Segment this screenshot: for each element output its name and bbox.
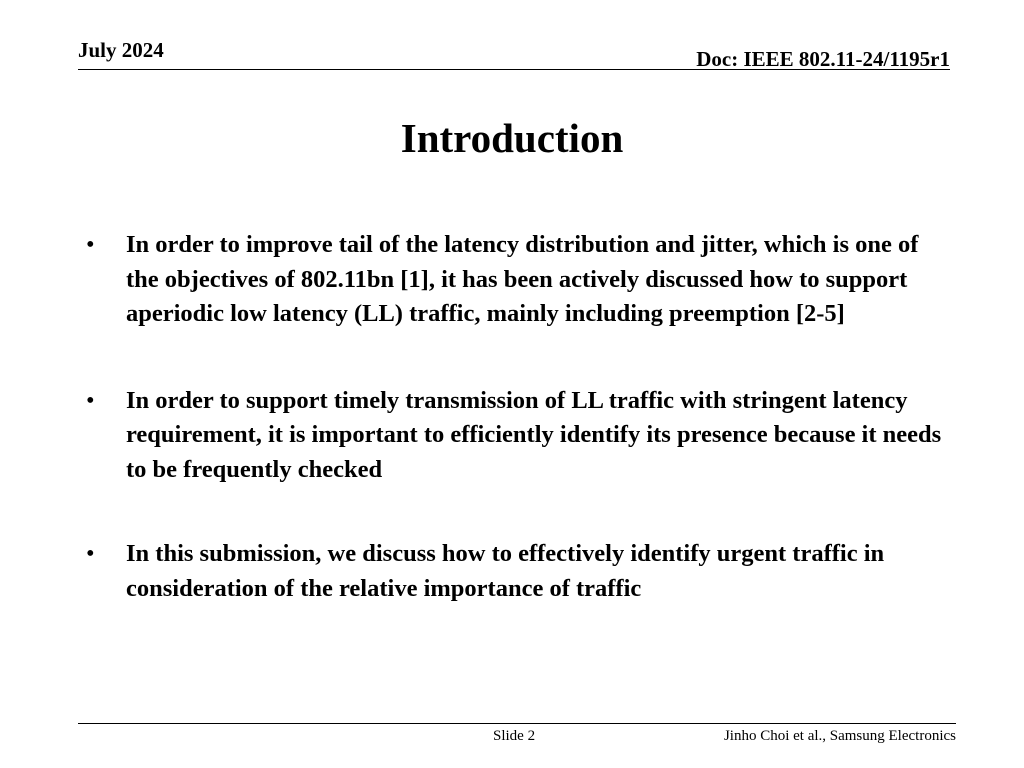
bullet-dot-icon: • bbox=[86, 231, 95, 258]
slide-title: Introduction bbox=[400, 115, 624, 161]
footer-author: Jinho Choi et al., Samsung Electronics bbox=[723, 728, 956, 744]
bullet-item bbox=[86, 537, 956, 606]
header-divider bbox=[78, 69, 950, 70]
bullet-dot-icon: • bbox=[86, 540, 95, 567]
bullet-item bbox=[86, 384, 956, 488]
bullet-text: In order to support timely transmission of LL traffic with stringent latency requirement, it is important to efficiently identify its presence because it needs to be frequently checked bbox=[126, 386, 942, 483]
bullet-text: In this submission, we discuss how to effectively identify urgent traffic in consideration of the relative importance of traffic bbox=[126, 540, 885, 602]
footer-divider bbox=[78, 723, 956, 724]
bullet-dot-icon: • bbox=[86, 386, 95, 414]
header-doc-id: Doc: IEEE 802.11-24/1195r1 bbox=[696, 47, 950, 71]
bullet-text: In order to improve tail of the latency distribution and jitter, which is one of the objectives of 802.11bn [1], it has been actively discussed how to support aperiodic low latency (LL) traffic, mainly including preemption [2-5] bbox=[126, 231, 919, 327]
footer-slide-number: Slide 2 bbox=[493, 728, 536, 744]
bullet-item bbox=[86, 228, 956, 332]
bullet-list bbox=[86, 228, 956, 606]
header-date: July 2024 bbox=[78, 38, 164, 62]
